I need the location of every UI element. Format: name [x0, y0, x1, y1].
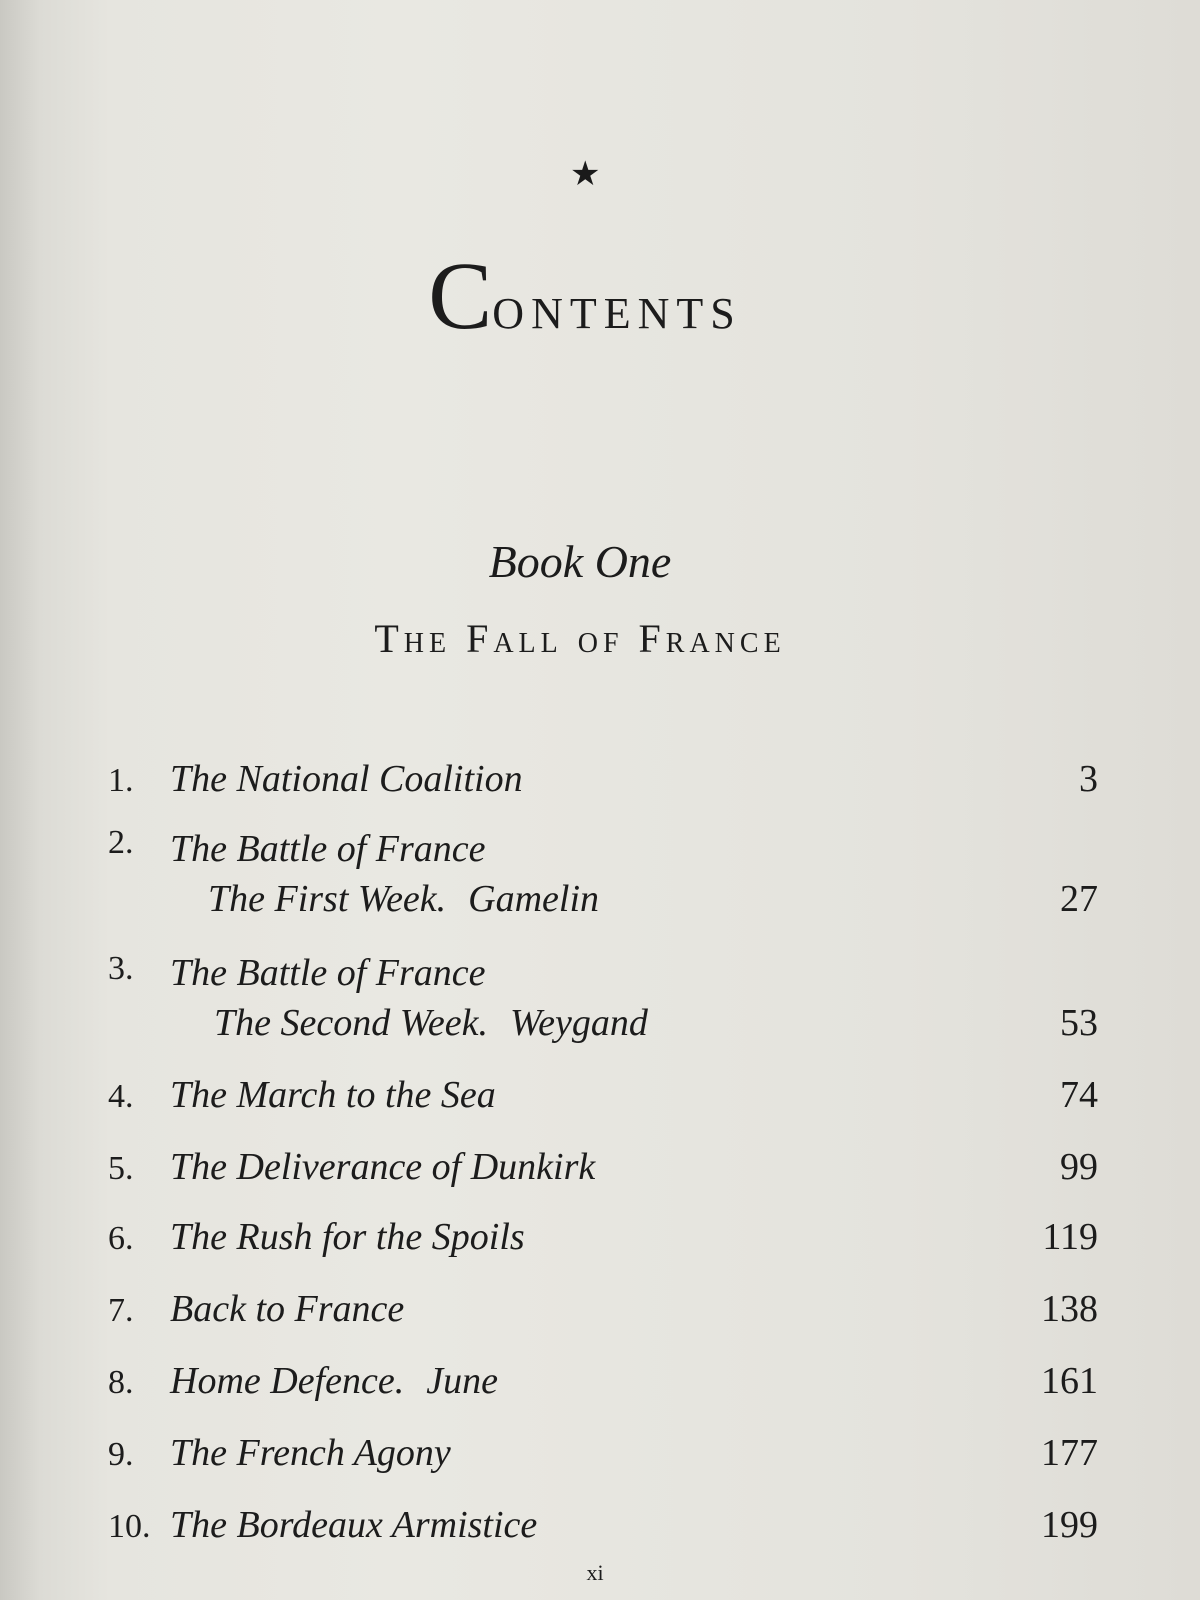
chapter-number: 9. — [108, 1436, 134, 1473]
contents-heading — [0, 240, 1170, 351]
chapter-title: The Battle of France — [170, 828, 486, 870]
toc-entry-10[interactable] — [108, 1478, 1098, 1550]
chapter-subtitle: The Second Week. — [214, 1002, 488, 1044]
chapter-title: The Bordeaux Armistice — [170, 1504, 538, 1546]
toc-entry-3[interactable] — [108, 924, 1098, 1048]
chapter-title: The Deliverance of Dunkirk — [170, 1146, 596, 1188]
toc-entry-5[interactable] — [108, 1120, 1098, 1192]
chapter-title: The French Agony — [170, 1432, 451, 1474]
chapter-page: 3 — [1079, 758, 1098, 800]
chapter-page: 161 — [1041, 1360, 1098, 1402]
chapter-number: 5. — [108, 1150, 134, 1187]
chapter-page: 27 — [1060, 878, 1098, 920]
heading-initial: C — [428, 242, 493, 349]
chapter-title-month: June — [426, 1360, 498, 1402]
chapter-title: The National Coalition — [170, 758, 523, 800]
toc-entry-4[interactable] — [108, 1048, 1098, 1120]
chapter-number: 3. — [108, 950, 134, 987]
table-of-contents — [108, 740, 1098, 1550]
chapter-number: 6. — [108, 1220, 134, 1257]
toc-entry-1[interactable] — [108, 740, 1098, 804]
chapter-title: The Rush for the Spoils — [170, 1216, 525, 1258]
chapter-subtitle-name: Gamelin — [468, 878, 600, 920]
star-ornament-icon: ★ — [570, 156, 601, 193]
chapter-number: 2. — [108, 824, 134, 861]
chapter-page: 119 — [1042, 1216, 1098, 1258]
chapter-title: Home Defence. — [170, 1360, 405, 1402]
book-title: Book One — [488, 536, 672, 587]
book-subtitle: The Fall of France — [374, 616, 786, 661]
chapter-subtitle: The First Week. — [208, 878, 447, 920]
chapter-subtitle-name: Weygand — [510, 1002, 648, 1044]
chapter-title: Back to France — [170, 1288, 405, 1330]
chapter-page: 99 — [1060, 1146, 1098, 1188]
chapter-page: 199 — [1041, 1504, 1098, 1546]
chapter-title: The March to the Sea — [170, 1074, 496, 1116]
chapter-number: 8. — [108, 1364, 134, 1401]
chapter-page: 177 — [1041, 1432, 1098, 1474]
toc-entry-6[interactable] — [108, 1192, 1098, 1262]
heading-rest: ONTENTS — [492, 289, 742, 338]
page-number: xi — [586, 1560, 604, 1585]
chapter-number: 4. — [108, 1078, 134, 1115]
chapter-number: 10. — [108, 1508, 151, 1545]
toc-entry-8[interactable] — [108, 1334, 1098, 1406]
chapter-page: 74 — [1060, 1074, 1098, 1116]
toc-entry-9[interactable] — [108, 1406, 1098, 1478]
chapter-title: The Battle of France — [170, 952, 486, 994]
toc-entry-7[interactable] — [108, 1262, 1098, 1334]
toc-entry-2[interactable] — [108, 804, 1098, 924]
chapter-page: 53 — [1060, 1002, 1098, 1044]
chapter-number: 1. — [108, 762, 134, 799]
chapter-page: 138 — [1041, 1288, 1098, 1330]
chapter-number: 7. — [108, 1292, 134, 1329]
